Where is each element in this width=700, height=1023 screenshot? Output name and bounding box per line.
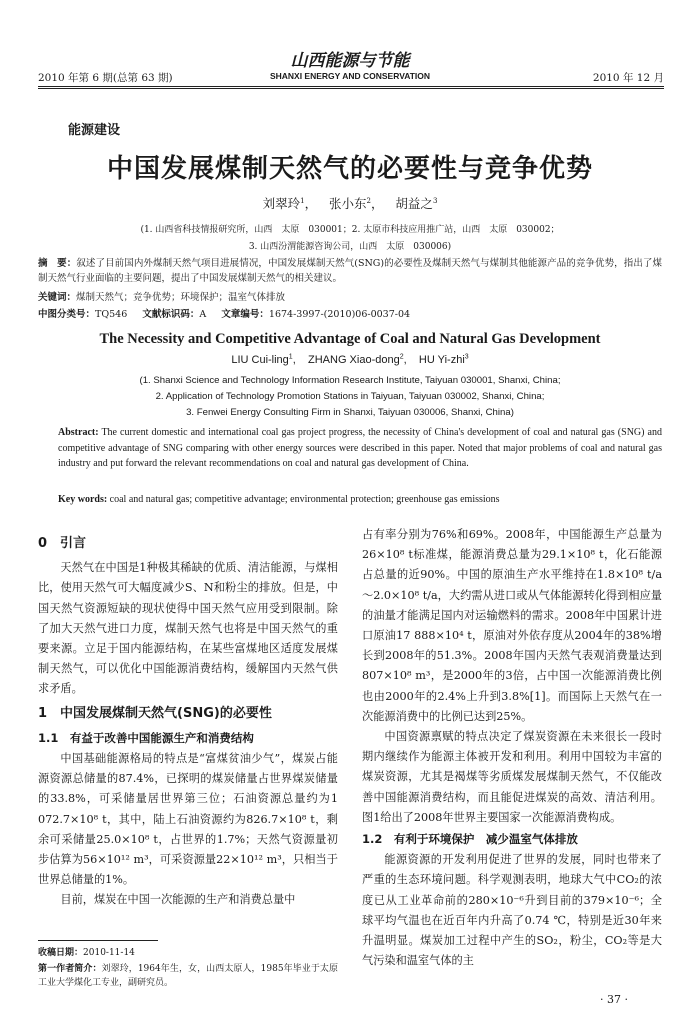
footnote-author: 第一作者简介：刘翠玲，1964年生，女，山西太原人，1985年毕业于太原工业大学煤化工专业，副研究员。 (38, 964, 338, 988)
keywords-cn: 关键词：煤制天然气；竞争优势；环境保护；温室气体排放 (38, 292, 286, 303)
section-tag: 能源建设 (68, 123, 121, 138)
header-rule (38, 86, 664, 87)
paragraph: 天然气在中国是1种极其稀缺的优质、清洁能源，与煤相比，使用天然气可大幅度减少S、N和粉尘的排放。但是，中国天然气资源短缺的现状使得中国天然气应用受到限制。除了加大天然气进口力度，煤制天然气也将是中国天然气的重要来源。立足于国内能源结构，在某些富煤地区适度发展煤制天然气，可以优化中国能源消费结构，缓解国内天然气供求矛盾。 (38, 561, 338, 696)
classification-line: 中图分类号：TQ546 文献标识码：A 文章编号：1674-3997-(2010)06-0037-04 (38, 309, 411, 320)
journal-logo: 山西能源与节能 (290, 51, 410, 71)
heading-section-1: 1 中国发展煤制天然气(SNG)的必要性 (38, 705, 272, 721)
paper-title-en: The Necessity and Competitive Advantage of Coal and Natural Gas Development (99, 331, 601, 347)
affiliation-en-line3: 3. Fenwei Energy Consulting Firm in Shanxi, Taiyuan 030006, Shanxi, China) (186, 407, 514, 418)
footnote-received: 收稿日期：2010-11-14 (38, 948, 135, 958)
paper-title-cn: 中国发展煤制天然气的必要性与竞争优势 (106, 154, 593, 184)
heading-introduction: 0 引言 (38, 536, 87, 551)
page-number: · 37 · (600, 993, 628, 1006)
affiliation-en-line2: 2. Application of Technology Promotion Stations in Taiyuan, Taiyuan 030002, Shanxi, China; (155, 391, 545, 402)
issue-info: 2010 年第 6 期(总第 63 期) (38, 72, 173, 84)
heading-section-1-1: 1.1 有益于改善中国能源生产和消费结构 (38, 730, 254, 745)
paragraph: 中国资源禀赋的特点决定了煤炭资源在未来很长一段时期内继续作为能源主体被开发和利用。利用中国较为丰富的煤炭资源，尤其是褐煤等劣质煤发展煤制天然气，不仅能改善中国能源消费结构，而且能促进煤炭的高效、清洁利用。图1给出了2008年世界主要国家一次能源消费构成。 (362, 730, 662, 824)
issue-date: 2010 年 12 月 (592, 72, 664, 84)
journal-name-en: SHANXI ENERGY AND CONSERVATION (269, 71, 431, 81)
paragraph: 占有率分别为76%和69%。2008年，中国能源生产总量为26×10⁸ t标准煤，能源消费总量为29.1×10⁸ t，化石能源占总量的近90%。中国的原油生产水平维持在1.8×10⁸ t/a～2.0×10⁸ t/a，大约需从进口或从气体能源转化得到相应量的油量才能满足国内对运输燃料的需求。2008年中国累计进口原油17 888×10⁴ t，原油对外依存度从2004年的38%增长到2008年的51.3%。2008年国内天然气表观消费量达到807×10⁸ m³，是2000年的3倍，占中国一次能源消费比例也由2000年的2.4%上升到3.8%[1]。而国际上天然气在一次能源消费中的比例已达到25%。 (362, 528, 662, 723)
authors-cn: 刘翠玲$^1$， 张小东$^2$， 胡益之$^3$ (262, 196, 438, 211)
paragraph: 能源资源的开发利用促进了世界的发展，同时也带来了严重的生态环境问题。科学观测表明，地球大气中CO₂的浓度已从工业革命前的280×10⁻⁶升到目前的379×10⁻⁶；全球平均气温也在近百年内升高了0.74 ℃，特别是近30年来升温明显。煤炭加工过程中产生的SO₂，粉尘，CO₂等是大气污染和温室气体的主 (362, 853, 662, 968)
abstract-en: Abstract: The current domestic and international coal gas project progress, the necessity of China's development of coal and natural gas (SNG) and competitive advantage of SNG comparing with other energy sources were described in this paper. Noted that major problems of coal and natural gas industry and put forward the relevant recommendations on coal and natural gas development of China. (58, 427, 662, 469)
affiliation-en-line1: (1. Shanxi Science and Technology Information Research Institute, Taiyuan 030001, Shanxi, China; (139, 375, 561, 386)
affiliation-cn-line1: (1. 山西省科技情报研究所，山西 太原 030001；2. 太原市科技应用推广站，山西 太原 030002； (140, 225, 560, 235)
authors-en: LIU Cui-ling$^1$, ZHANG Xiao-dong$^2$, HU Yi-zhi$^3$ (231, 353, 469, 366)
affiliation-cn-line2: 3. 山西汾渭能源咨询公司，山西 太原 030006) (248, 242, 452, 252)
keywords-en: Key words: coal and natural gas; competitive advantage; environmental protection; greenhouse gas emissions (58, 494, 500, 505)
abstract-cn: 摘 要：叙述了目前国内外煤制天然气项目进展情况，中国发展煤制天然气(SNG)的必要性及煤制天然气与煤制其他能源产品的竞争优势，指出了煤制天然气行业面临的主要问题，提出了中国发展煤制天然气的相关建议。 (38, 258, 662, 284)
footnote-rule (38, 940, 158, 941)
body-right-column (362, 525, 662, 971)
paragraph: 中国基础能源格局的特点是“富煤贫油少气”，煤炭占能源资源总储量的87.4%，已探明的煤炭储量占世界煤炭储量的33.8%，可采储量居世界第三位；石油资源总量约为1 072.7×10⁸ t，其中，陆上石油资源约为826.7×10⁸ t，剩余可采储量25.0×10⁸ t，占世界的1.7%；天然气资源量初步估算为56×10¹² m³，可采资源量22×10¹² m³，只相当于世界总储量的1%。 (38, 752, 338, 887)
heading-section-1-2: 1.2 有利于环境保护 减少温室气体排放 (362, 832, 578, 847)
paragraph: 目前，煤炭在中国一次能源的生产和消费总量中 (60, 893, 296, 907)
header-rule-thin (38, 88, 664, 89)
body-left-column (38, 530, 338, 911)
